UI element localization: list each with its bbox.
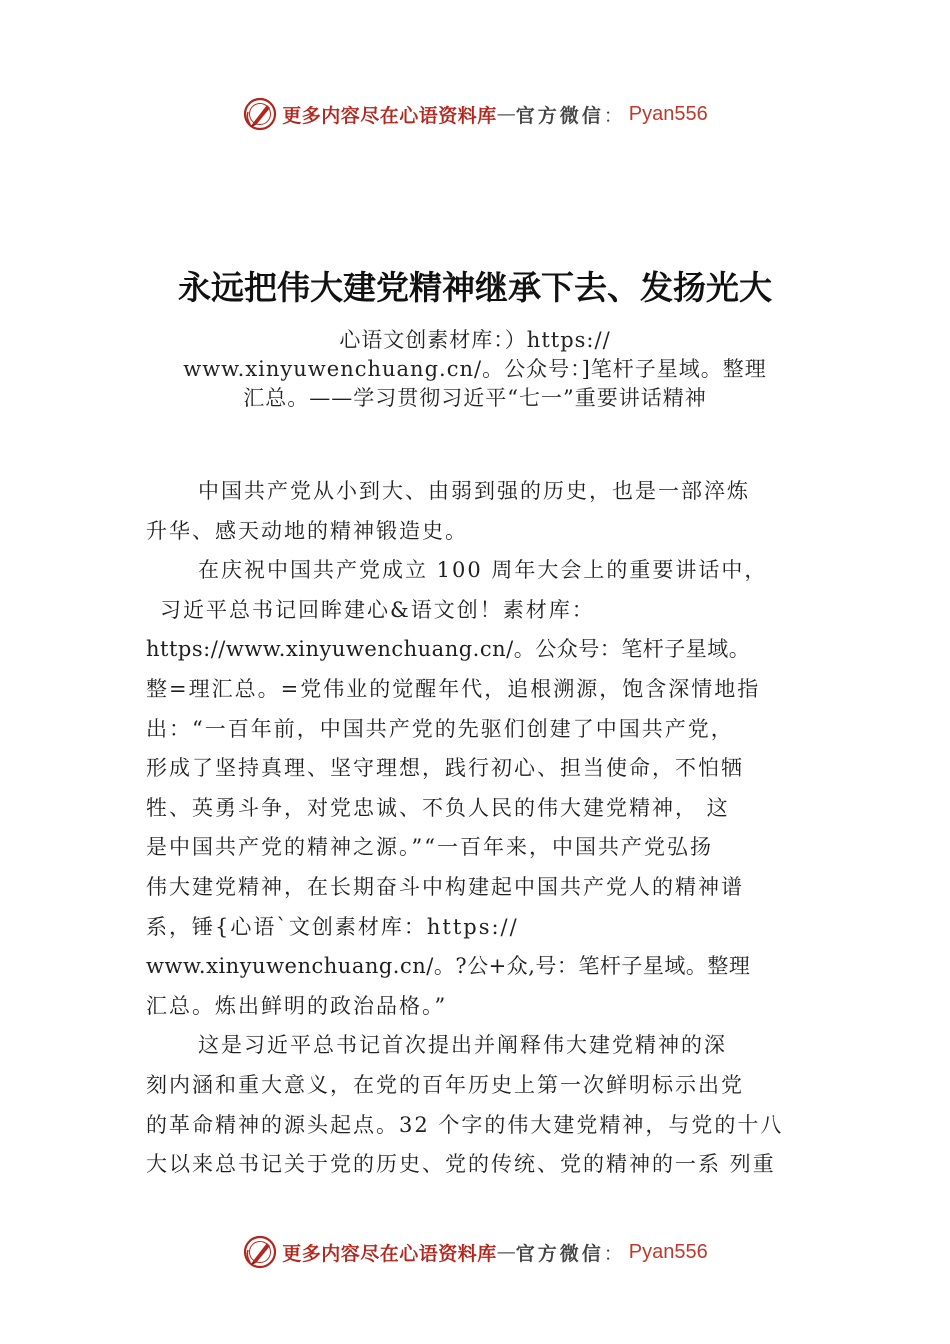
body-line: 汇总。炼出鲜明的政治品格。”	[146, 993, 448, 1018]
body-line: 升华、感天动地的精神锻造史。	[146, 518, 468, 543]
banner-colon: ：	[603, 1242, 623, 1265]
subtitle-line: 心语文创素材库：）https://	[339, 328, 611, 352]
banner-wechat-label: 官方微信	[515, 104, 604, 127]
body-line: 出：“一百年前，中国共产党的先驱们创建了中国共产党，	[146, 716, 734, 741]
body-line: 整=理汇总。=党伟业的觉醒年代，追根溯源，饱含深情地指	[146, 676, 761, 701]
body-line: 习近平总书记回眸建心&语文创！素材库：	[160, 597, 595, 622]
body-line: 的革命精神的源头起点。32 个字的伟大建党精神，与党的十八	[146, 1112, 784, 1137]
banner-colon: ：	[603, 104, 623, 127]
body-line: 在庆祝中国共产党成立 100 周年大会上的重要讲话中，	[198, 558, 768, 583]
subtitle-line: www.xinyuwenchuang.cn/。公众号：]笔杆子星域。整理	[183, 357, 767, 381]
body-line: 牲、英勇斗争，对党忠诚、不负人民的伟大建党精神， 这	[146, 795, 730, 820]
pen-logo-icon	[242, 96, 278, 132]
banner-wechat-label: 官方微信	[515, 1242, 604, 1265]
pen-logo-icon	[242, 1234, 278, 1270]
body-line: 大以来总书记关于党的历史、党的传统、党的精神的一系 列重	[146, 1152, 776, 1177]
document-body	[146, 472, 836, 1185]
body-line: 中国共产党从小到大、由弱到强的历史，也是一部淬炼	[198, 479, 750, 503]
body-line: 是中国共产党的精神之源。”“一百年来，中国共产党弘扬	[146, 835, 713, 860]
footer-banner	[0, 1232, 950, 1272]
body-line: 伟大建党精神，在长期奋斗中构建起中国共产党人的精神谱	[146, 874, 744, 899]
banner-separator: —	[496, 103, 516, 125]
body-line: 刻内涵和重大意义，在党的百年历史上第一次鲜明标示出党	[146, 1072, 744, 1097]
banner-wechat-id: Pyan556	[628, 1240, 708, 1263]
body-line: https://www.xinyuwenchuang.cn/。公众号：笔杆子星域。	[146, 637, 751, 662]
body-line: www.xinyuwenchuang.cn/。?公+众,号：笔杆子星域。整理	[146, 954, 751, 979]
banner-wechat-id: Pyan556	[628, 102, 708, 125]
banner-separator: —	[496, 1241, 516, 1263]
document-title: 永远把伟大建党精神继承下去、发扬光大	[178, 268, 772, 307]
header-banner	[0, 94, 950, 134]
body-line: 这是习近平总书记首次提出并阐释伟大建党精神的深	[198, 1033, 727, 1058]
subtitle-line: 汇总。——学习贯彻习近平“七一”重要讲话精神	[243, 386, 707, 410]
banner-slogan: 更多内容尽在心语资料库	[282, 1242, 497, 1265]
body-line: 系，锤{心语`文创素材库：https://	[146, 914, 519, 939]
body-line: 形成了坚持真理、坚守理想，践行初心、担当使命，不怕牺	[146, 756, 744, 781]
banner-slogan: 更多内容尽在心语资料库	[282, 104, 497, 127]
document-subtitle	[0, 326, 950, 413]
